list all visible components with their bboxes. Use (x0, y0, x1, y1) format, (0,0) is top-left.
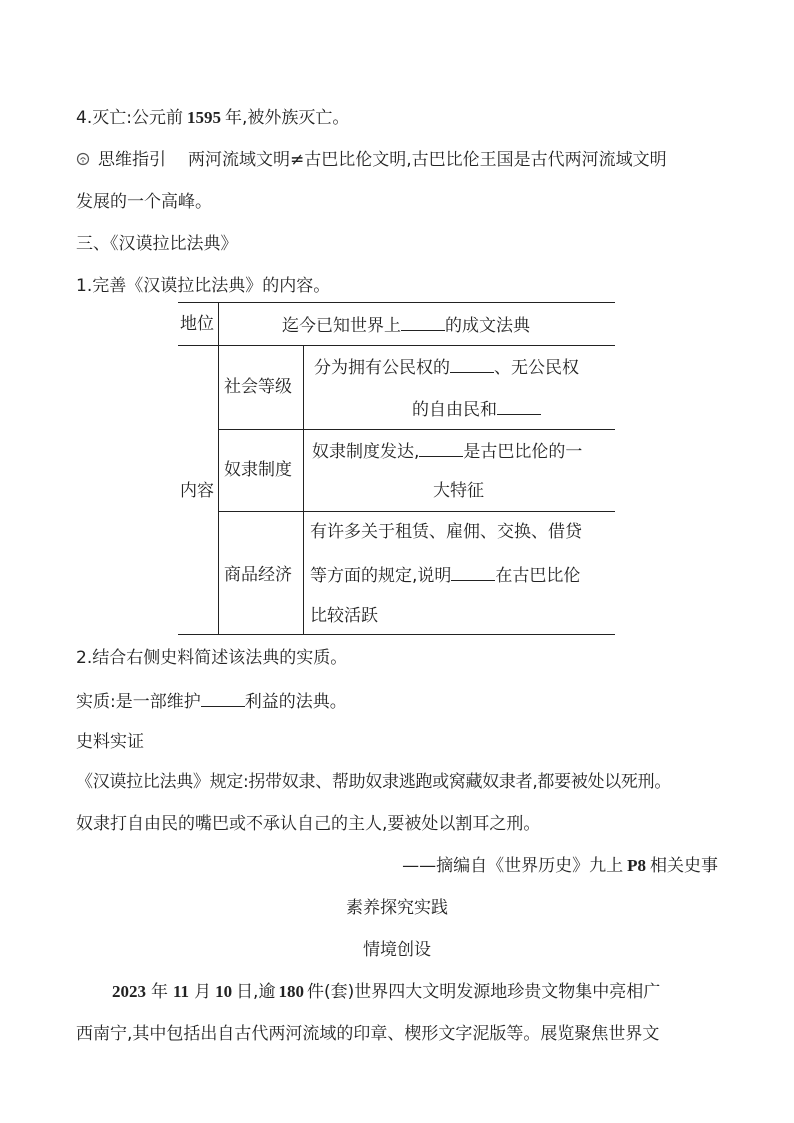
cell-social-line2: 的自由民和 (412, 398, 541, 420)
section4-year: 1595 (186, 108, 221, 127)
question-2: 2.结合右侧史料简述该法典的实质。 (76, 648, 348, 668)
table-rule (178, 634, 615, 635)
answer-blank[interactable] (451, 564, 495, 581)
practice-title: 素养探究实践 (346, 898, 448, 918)
answer-blank[interactable] (497, 398, 541, 415)
cell-status-label: 地位 (180, 314, 214, 334)
table-rule (218, 511, 615, 512)
cell-social-line1: 分为拥有公民权的 、无公民权 (314, 358, 579, 378)
question-2-answer: 实质:是一部维护 利益的法典。 (76, 692, 347, 712)
cell-slavery-line1: 奴隶制度发达, 是古巴比伦的一 (312, 442, 583, 462)
cell-status-text: 迄今已知世界上 的成文法典 (282, 316, 530, 336)
table-rule (178, 302, 615, 303)
evidence-source: ——摘编自《世界历史》九上 P8 相关史事 (402, 856, 718, 876)
practice-subtitle: 情境创设 (363, 940, 431, 960)
table-rule (303, 345, 304, 634)
table-rule (218, 302, 219, 634)
cell-economy-line2: 等方面的规定,说明 在古巴比伦 (310, 566, 581, 586)
answer-blank[interactable] (201, 690, 245, 707)
cell-economy-line1: 有许多关于租赁、雇佣、交换、借贷 (310, 522, 582, 542)
answer-blank[interactable] (450, 356, 494, 373)
answer-blank[interactable] (419, 440, 463, 457)
cell-economy-line3: 比较活跃 (310, 606, 378, 626)
section4-suffix: 年,被外族灭亡。 (224, 108, 350, 128)
cell-slavery-label: 奴隶制度 (224, 460, 292, 480)
section4-prefix: 4.灭亡:公元前 (76, 108, 183, 128)
table-rule (218, 429, 615, 430)
cell-economy-label: 商品经济 (224, 565, 292, 585)
answer-blank[interactable] (401, 314, 445, 331)
tip-line2: 发展的一个高峰。 (76, 192, 212, 212)
tip-label: 思维指引 (98, 150, 166, 170)
cell-social-label: 社会等级 (224, 377, 292, 397)
evidence-line2: 奴隶打自由民的嘴巴或不承认自己的主人,要被处以割耳之刑。 (76, 814, 541, 834)
question-1: 1.完善《汉谟拉比法典》的内容。 (76, 276, 331, 296)
practice-paragraph-line2: 西南宁,其中包括出自古代两河流域的印章、楔形文字泥版等。展览聚焦世界文 (76, 1024, 660, 1044)
section4-line (76, 108, 349, 128)
tip-line1 (76, 150, 667, 170)
table-rule (178, 345, 615, 346)
cell-content-label: 内容 (180, 481, 214, 501)
practice-paragraph-line1: 2023 年 11 月 10 日,逾 180 件(套)世界四大文明发源地珍贵文物集中亮相广 (112, 982, 661, 1002)
cell-slavery-line2: 大特征 (433, 481, 484, 501)
lightbulb-icon (76, 151, 90, 165)
section-heading: 三、《汉谟拉比法典》 (76, 234, 238, 254)
tip-text: 两河流域文明≠古巴比伦文明,古巴比伦王国是古代两河流域文明 (188, 150, 667, 170)
evidence-heading: 史料实证 (76, 732, 144, 752)
evidence-line1: 《汉谟拉比法典》规定:拐带奴隶、帮助奴隶逃跑或窝藏奴隶者,都要被处以死刑。 (76, 772, 672, 792)
